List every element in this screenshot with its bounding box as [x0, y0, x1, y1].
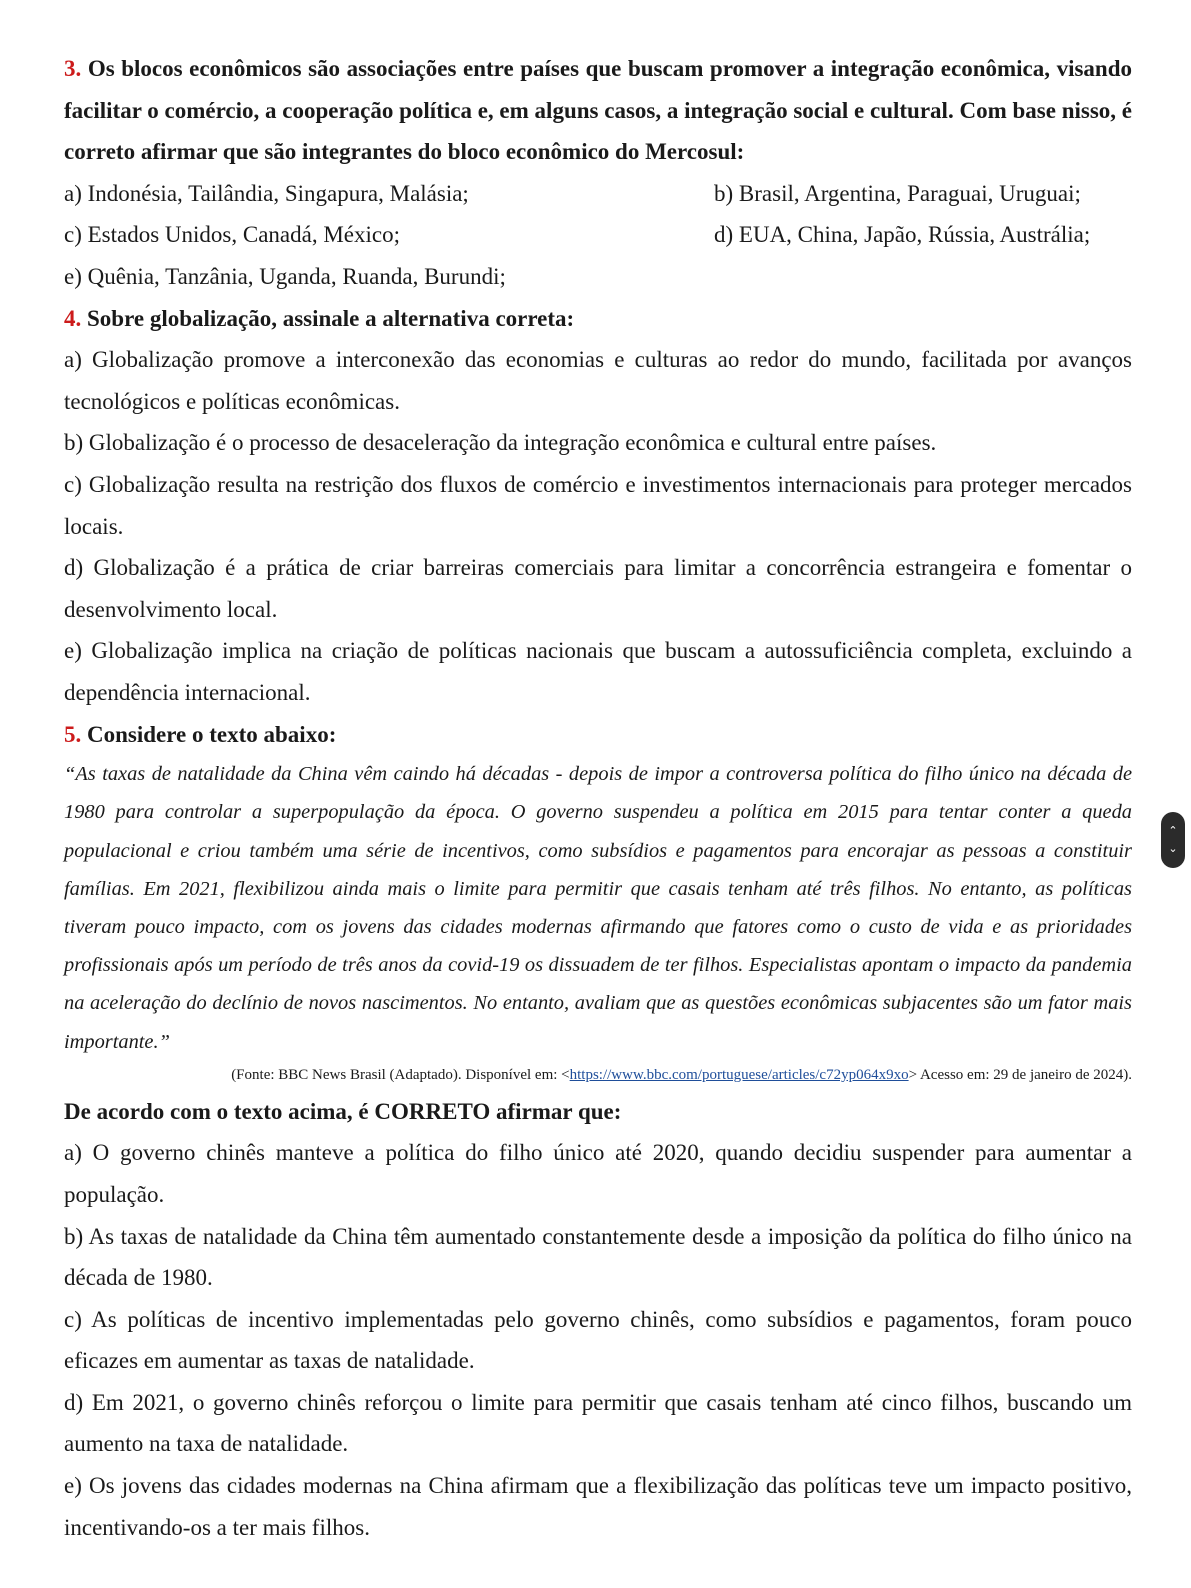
question-4-option-d[interactable]: d) Globalização é a prática de criar barreiras comerciais para limitar a concorrência estrangeira e fomentar o desenvolvimento local.: [64, 555, 1132, 622]
document-page: [64, 48, 1132, 1548]
question-5-intro-text: Considere o texto abaixo:: [87, 721, 337, 747]
question-4-stem: [64, 298, 1132, 340]
question-3-stem: [64, 48, 1132, 173]
question-3-options-row-2: [64, 214, 1132, 256]
question-3-option-b[interactable]: b) Brasil, Argentina, Paraguai, Uruguai;: [714, 180, 1081, 206]
question-4-option-c[interactable]: c) Globalização resulta na restrição dos fluxos de comércio e investimentos internacionais para proteger mercados locais.: [64, 471, 1132, 539]
question-5-quote: “As taxas de natalidade da China vêm caindo há décadas - depois de impor a controversa política do filho único na década de 1980 para controlar a superpopulação da época. O governo suspendeu a política em 2015 para tentar conter a queda populacional e criou também uma série de incentivos, como subsídios e pagamentos para encorajar as pessoas a constituir famílias. Em 2021, flexibilizou ainda mais o limite para permitir que casais tenham até três filhos. No entanto, as políticas tiveram pouco impacto, com os jovens das cidades modernas afirmando que fatores como o custo de vida e as prioridades profissionais após um período de três anos da covid-19 os dissuadem de ter filhos. Especialistas apontam o impacto da pandemia na aceleração do declínio de novos nascimentos. No entanto, avaliam que as questões econômicas subjacentes são um fator mais importante.”: [64, 763, 1132, 1053]
question-4-option-a[interactable]: a) Globalização promove a interconexão das economias e culturas ao redor do mundo, facilitada por avanços tecnológicos e políticas econômicas.: [64, 347, 1132, 414]
question-5-option-a[interactable]: a) O governo chinês manteve a política do filho único até 2020, quando decidiu suspender para aumentar a população.: [64, 1140, 1132, 1207]
question-4-text: Sobre globalização, assinale a alternativa correta:: [87, 305, 575, 331]
question-3-option-c[interactable]: c) Estados Unidos, Canadá, México;: [64, 222, 400, 248]
question-5-option-d[interactable]: d) Em 2021, o governo chinês reforçou o limite para permitir que casais tenham até cinco filhos, buscando um aumento na taxa de natalidade.: [64, 1389, 1132, 1457]
question-3-number: 3.: [64, 56, 82, 81]
question-5-option-b[interactable]: b) As taxas de natalidade da China têm aumentado constantemente desde a imposição da política do filho único na década de 1980.: [64, 1223, 1132, 1291]
question-5-option-e[interactable]: e) Os jovens das cidades modernas na China afirmam que a flexibilização das políticas teve um impacto positivo, incentivando-os a ter mais filhos.: [64, 1473, 1132, 1540]
source-link[interactable]: https://www.bbc.com/portuguese/articles/c72yp064x9xo: [569, 1066, 909, 1083]
question-3-text: Os blocos econômicos são associações entre países que buscam promover a integração econômica, visando facilitar o comércio, a cooperação política e, em alguns casos, a integração social e cultural. Com base nisso, é correto afirmar que são integrantes do bloco econômico do Mercosul:: [64, 56, 1132, 165]
chevron-up-icon[interactable]: ⌃: [1168, 824, 1178, 837]
question-5-number: 5.: [64, 721, 82, 747]
question-3-option-e[interactable]: e) Quênia, Tanzânia, Uganda, Ruanda, Burundi;: [64, 263, 506, 289]
page-scroll-control[interactable]: [1161, 812, 1185, 868]
question-5-stem: De acordo com o texto acima, é CORRETO afirmar que:: [64, 1098, 622, 1124]
question-5-option-c[interactable]: c) As políticas de incentivo implementadas pelo governo chinês, como subsídios e pagamentos, foram pouco eficazes em aumentar as taxas de natalidade.: [64, 1306, 1132, 1374]
source-suffix: > Acesso em: 29 de janeiro de 2024).: [908, 1066, 1132, 1083]
question-3-option-a[interactable]: a) Indonésia, Tailândia, Singapura, Malásia;: [64, 180, 469, 206]
question-5-intro: [64, 714, 1132, 756]
question-4-option-e[interactable]: e) Globalização implica na criação de políticas nacionais que buscam a autossuficiência completa, excluindo a dependência internacional.: [64, 638, 1132, 705]
chevron-down-icon[interactable]: ⌄: [1168, 842, 1178, 855]
source-prefix: (Fonte: BBC News Brasil (Adaptado). Disponível em: <: [231, 1066, 570, 1083]
question-4-number: 4.: [64, 305, 82, 331]
question-3-options-row-1: [64, 173, 1132, 215]
question-4-option-b[interactable]: b) Globalização é o processo de desaceleração da integração econômica e cultural entre países.: [64, 430, 937, 456]
question-5-source: [64, 1061, 1132, 1089]
question-3-option-d[interactable]: d) EUA, China, Japão, Rússia, Austrália;: [714, 222, 1091, 248]
